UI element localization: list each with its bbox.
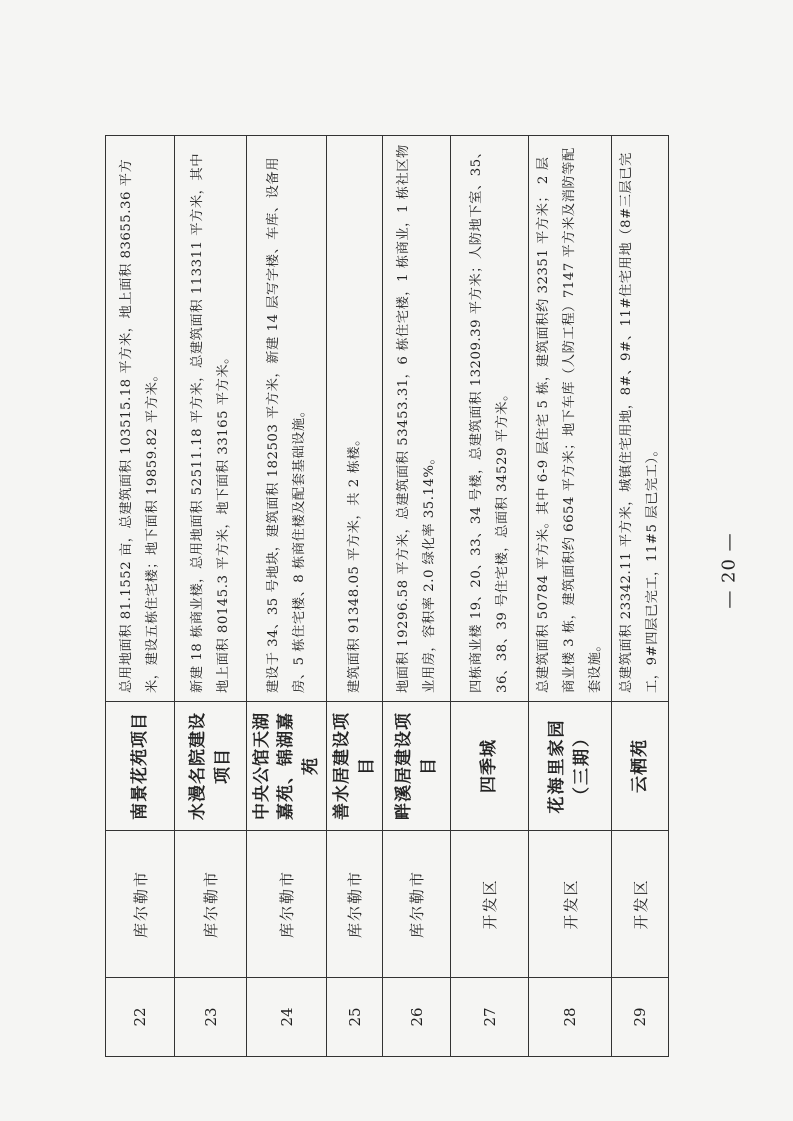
district-cell: 开发区 (529, 831, 612, 978)
district-cell: 库尔勒市 (383, 831, 451, 978)
district-cell: 库尔勒市 (327, 831, 383, 978)
row-number: 27 (451, 978, 529, 1057)
page-number (709, 531, 749, 609)
row-number: 28 (529, 978, 612, 1057)
row-number: 23 (175, 978, 247, 1057)
row-number: 25 (327, 978, 383, 1057)
project-name: 畔溪居建设项目 (383, 702, 451, 831)
district-cell: 开发区 (451, 831, 529, 978)
table-row (327, 136, 383, 1057)
table-row (529, 136, 612, 1057)
project-name: 南景花苑项目 (106, 702, 175, 831)
row-number: 24 (247, 978, 327, 1057)
rotated-table-container (105, 135, 660, 1057)
project-description: 新建 18 栋商业楼，总用地面积 52511.18 平方米，总建筑面积 113311 平方米，其中地上面积 80145.3 平方米，地下面积 33165 平方米。 (175, 136, 247, 702)
table-row (106, 136, 175, 1057)
project-name: 四季城 (451, 702, 529, 831)
district-cell: 库尔勒市 (175, 831, 247, 978)
project-name: 花海里家园（三期） (529, 702, 612, 831)
table-row (451, 136, 529, 1057)
project-description: 建设于 34、35 号地块，建筑面积 182503 平方米，新建 14 层写字楼、车库、设备用房、5 栋住宅楼、8 栋商住楼及配套基础设施。 (247, 136, 327, 702)
project-description: 总建筑面积 23342.11 平方米，城镇住宅用地，8#、9#、11#住宅用地（8#三层已完工，9#四层已完工，11#5 层已完工）。 (612, 136, 669, 702)
page-number-text: — 20 — (718, 531, 740, 609)
table-row (247, 136, 327, 1057)
project-name: 水漫名院建设项目 (175, 702, 247, 831)
project-description: 地面积 19296.58 平方米，总建筑面积 53453.31，6 栋住宅楼，1 栋商业，1 栋社区物业用房，容积率 2.0 绿化率 35.14%。 (383, 136, 451, 702)
table-row (612, 136, 669, 1057)
row-number: 22 (106, 978, 175, 1057)
row-number: 29 (612, 978, 669, 1057)
project-description: 总用地面积 81.1552 亩，总建筑面积 103515.18 平方米，地上面积 83655.36 平方米，建设五栋住宅楼；地下面积 19859.82 平方米。 (106, 136, 175, 702)
district-cell: 库尔勒市 (106, 831, 175, 978)
table-row (383, 136, 451, 1057)
district-cell: 库尔勒市 (247, 831, 327, 978)
project-description: 四栋商业楼 19、20、33、34 号楼，总建筑面积 13209.39 平方米；人防地下室、35、36、38、39 号住宅楼，总面积 34529 平方米。 (451, 136, 529, 702)
project-table (105, 135, 669, 1057)
project-name: 云栖苑 (612, 702, 669, 831)
row-number: 26 (383, 978, 451, 1057)
project-description: 总建筑面积 50784 平方米。其中 6-9 层住宅 5 栋，建筑面积约 32351 平方米； 2 层商业楼 3 栋，建筑面积约 6654 平方米；地下车库（人防工程）7147 平方米及消防等配套设施。 (529, 136, 612, 702)
table-row (175, 136, 247, 1057)
project-description: 建筑面积 91348.05 平方米，共 2 栋楼。 (327, 136, 383, 702)
project-name: 中央公馆天湖嘉苑、锦湖嘉苑 (247, 702, 327, 831)
project-name: 善水居建设项目 (327, 702, 383, 831)
district-cell: 开发区 (612, 831, 669, 978)
